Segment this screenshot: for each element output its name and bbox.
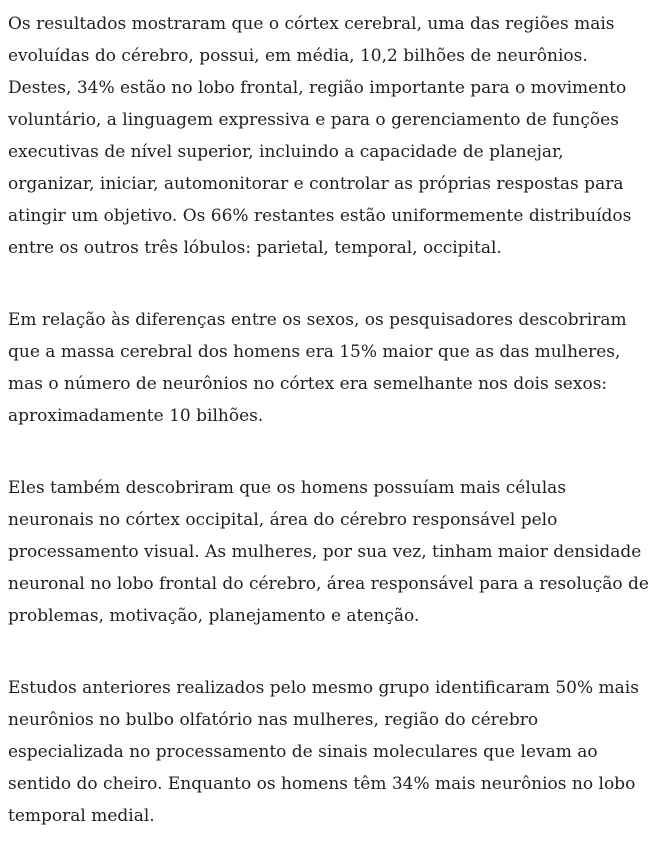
- text-line: Em relação às diferenças entre os sexos, os pesquisadores descobriram: [8, 310, 627, 330]
- text-line: entre os outros três lóbulos: parietal, temporal, occipital.: [8, 238, 502, 258]
- text-line: mas o número de neurônios no córtex era semelhante nos dois sexos:: [8, 374, 608, 394]
- paragraph-previous-studies: [8, 672, 661, 832]
- text-line: Eles também descobriram que os homens possuíam mais células: [8, 478, 567, 498]
- text-line: Os resultados mostraram que o córtex cerebral, uma das regiões mais: [8, 14, 615, 34]
- paragraph-neuronal-density: [8, 472, 661, 632]
- text-line: problemas, motivação, planejamento e atenção.: [8, 606, 420, 626]
- text-line: que a massa cerebral dos homens era 15% maior que as das mulheres,: [8, 342, 621, 362]
- text-line: executivas de nível superior, incluindo a capacidade de planejar,: [8, 142, 564, 162]
- text-line: voluntário, a linguagem expressiva e para o gerenciamento de funções: [8, 110, 619, 130]
- text-line: neuronais no córtex occipital, área do cérebro responsável pelo: [8, 510, 558, 530]
- text-line: organizar, iniciar, automonitorar e controlar as próprias respostas para: [8, 174, 624, 194]
- paragraph-sex-differences: [8, 304, 661, 432]
- text-line: Destes, 34% estão no lobo frontal, região importante para o movimento: [8, 78, 627, 98]
- text-line: temporal medial.: [8, 806, 155, 826]
- text-line: neurônios no bulbo olfatório nas mulheres, região do cérebro: [8, 710, 539, 730]
- text-line: neuronal no lobo frontal do cérebro, área responsável para a resolução de: [8, 574, 649, 594]
- paragraph-cortex-results: [8, 8, 661, 264]
- text-line: Estudos anteriores realizados pelo mesmo grupo identificaram 50% mais: [8, 678, 639, 698]
- text-line: processamento visual. As mulheres, por sua vez, tinham maior densidade: [8, 542, 642, 562]
- text-line: especializada no processamento de sinais moleculares que levam ao: [8, 742, 598, 762]
- text-line: sentido do cheiro. Enquanto os homens têm 34% mais neurônios no lobo: [8, 774, 636, 794]
- text-line: atingir um objetivo. Os 66% restantes estão uniformemente distribuídos: [8, 206, 632, 226]
- text-line: aproximadamente 10 bilhões.: [8, 406, 264, 426]
- text-line: evoluídas do cérebro, possui, em média, 10,2 bilhões de neurônios.: [8, 46, 588, 66]
